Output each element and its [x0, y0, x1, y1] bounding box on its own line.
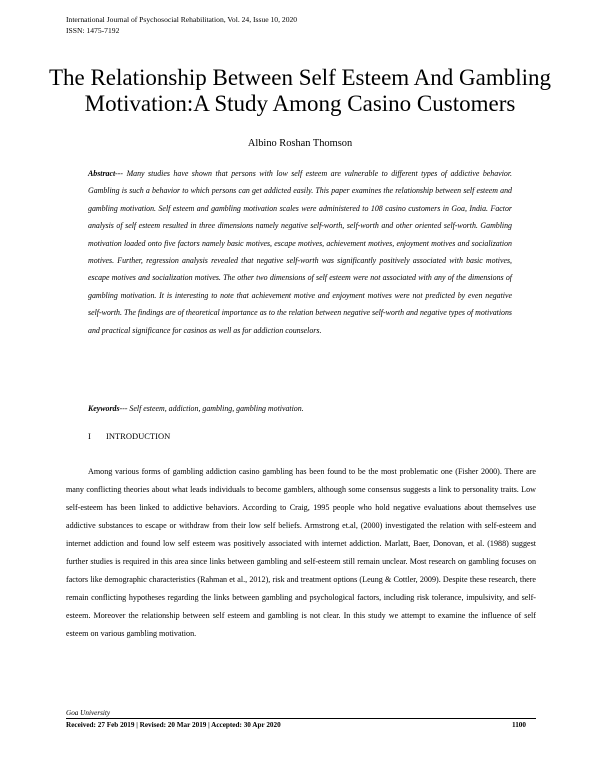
keywords-label: Keywords---	[88, 404, 128, 413]
page-number: 1100	[512, 721, 526, 729]
keywords	[88, 400, 512, 417]
footer-affiliation: Goa University	[66, 709, 111, 717]
abstract	[88, 165, 512, 339]
abstract-label: Abstract---	[88, 169, 124, 178]
journal-name: International Journal of Psychosocial Rehabilitation, Vol. 24, Issue 10, 2020	[66, 15, 298, 24]
keywords-text: Self esteem, addiction, gambling, gambling motivation.	[127, 404, 304, 413]
section-number: I	[88, 431, 91, 441]
body-paragraph: Among various forms of gambling addiction casino gambling has been found to be the most problematic one (Fisher 2000). There are many conflicting theories about what leads individuals to become gamblers, although some consensus suggests a link to personality traits. Low self-esteem has been linked to addictive behaviors. According to Craig, 1995 people who hold negative evaluations about themselves use addictive substances to escape or withdraw from their low self beliefs. Armstrong et.al, (2000) investigated the relation with self-esteem and internet addiction and found low self esteem was positively associated with internet addiction. Marlatt, Baer, Donovan, et al. (1988) suggest further studies is required in this area since links between gambling and self-esteem still remain unclear. Most research on gambling focuses on factors like demographic characteristics (Rahman et al., 2012), risk and treatment options (Leung & Cottler, 2009). Despite these research, there remain conflicting hypotheses regarding the links between gambling and psychological factors, including risk tolerance, impulsivity, and self-esteem. Moreover the relationship between self esteem and gambling is not clear. In this study we attempt to examine the influence of self esteem on various gambling motivation.	[66, 467, 536, 639]
section-title: INTRODUCTION	[106, 431, 171, 441]
paper-title: The Relationship Between Self Esteem And Gambling Motivation:A Study Among Casino Customers	[48, 65, 552, 117]
section-heading	[88, 431, 170, 441]
issn: ISSN: 1475-7192	[66, 26, 120, 35]
footer-dates: Received: 27 Feb 2019 | Revised: 20 Mar 2019 | Accepted: 30 Apr 2020	[66, 721, 281, 729]
journal-header	[66, 14, 297, 36]
author-name: Albino Roshan Thomson	[247, 138, 353, 149]
footer-divider	[66, 718, 536, 719]
abstract-text: Many studies have shown that persons with low self esteem are vulnerable to different types of addictive behavior. Gambling is such a behavior to which persons can get addicted easily. This paper examines the relationship between self esteem and gambling motivation. Self esteem and gambling motivation scales were administered to 108 casino customers in Goa, India. Factor analysis of self esteem resulted in three dimensions namely negative self-worth, self-worth and other oriented self-worth. Gambling motivation loaded onto five factors namely basic motives, escape motives, achievement motives, enjoyment motives and socialization motives. Further, regression analysis revealed that negative self-worth was significantly positively associated with basic motives, escape motives and socialization motives. The other two dimensions of self esteem were not associated with any of the dimensions of gambling motivation. It is interesting to note that achievement motive and enjoyment motives were not predicted by even negative self-worth. The findings are of theoretical importance as to the relation between negative self-worth and negative types of motivations and practical significance for casinos as well as for addiction counselors.	[88, 169, 512, 335]
